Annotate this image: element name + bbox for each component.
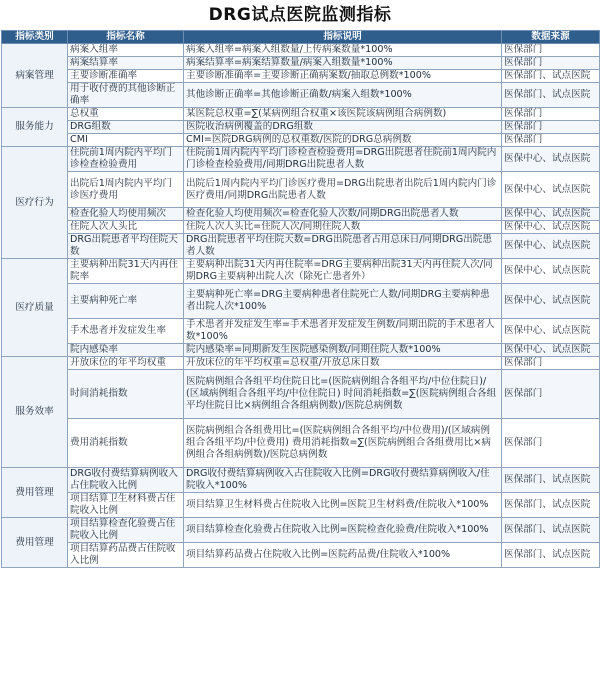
source-cell: 医保中心、试点医院 <box>502 344 600 357</box>
category-cell: 费用管理 <box>2 518 68 568</box>
header-name: 指标名称 <box>68 31 184 44</box>
table-row <box>2 57 600 70</box>
name-cell: 手术患者并发症发生率 <box>68 319 184 344</box>
category-cell: 服务能力 <box>2 108 68 147</box>
source-cell: 医保部门、试点医院 <box>502 493 600 518</box>
name-cell: 项目结算检查化验费占住院收入比例 <box>68 518 184 543</box>
description-cell: 项目结算药品费占住院收入比例=医院药品费/住院收入*100% <box>184 543 502 568</box>
table-row <box>2 419 600 468</box>
name-cell: DRG收付费结算病例收入占住院收入比例 <box>68 468 184 493</box>
table-row <box>2 221 600 234</box>
table-row <box>2 259 600 284</box>
name-cell: 病案结算率 <box>68 57 184 70</box>
source-cell: 医保部门 <box>502 121 600 134</box>
table-row <box>2 208 600 221</box>
name-cell: 主要病种出院31天内再住院率 <box>68 259 184 284</box>
source-cell: 医保中心、试点医院 <box>502 259 600 284</box>
description-cell: 出院后1周内院内平均门诊医疗费用=DRG出院患者出院后1周内院内门诊医疗费用/同期DRG出院患者人数 <box>184 172 502 208</box>
description-cell: 检查化验人均使用频次=检查化验人次数/同期DRG出院患者人数 <box>184 208 502 221</box>
table-row <box>2 493 600 518</box>
description-cell: 院内感染率=同期新发生医院感染例数/同期住院人数*100% <box>184 344 502 357</box>
indicator-table <box>1 30 600 568</box>
source-cell: 医保部门 <box>502 419 600 468</box>
table-row <box>2 44 600 57</box>
name-cell: 病案入组率 <box>68 44 184 57</box>
name-cell: DRG组数 <box>68 121 184 134</box>
name-cell: 费用消耗指数 <box>68 419 184 468</box>
table-row <box>2 70 600 83</box>
header-description: 指标说明 <box>184 31 502 44</box>
table-header-row <box>2 31 600 44</box>
name-cell: 检查化验人均使用频次 <box>68 208 184 221</box>
name-cell: 住院前1周内院内平均门诊检查检验费用 <box>68 147 184 172</box>
source-cell: 医保中心、试点医院 <box>502 172 600 208</box>
name-cell: 时间消耗指数 <box>68 370 184 419</box>
description-cell: 项目结算卫生材料费占住院收入比例=医院卫生材料费/住院收入*100% <box>184 493 502 518</box>
name-cell: 项目结算药品费占住院收入比例 <box>68 543 184 568</box>
source-cell: 医保部门 <box>502 44 600 57</box>
header-category: 指标类别 <box>2 31 68 44</box>
table-row <box>2 83 600 108</box>
category-cell: 医疗行为 <box>2 147 68 259</box>
description-cell: 主要病种出院31天内再住院率=DRG主要病种出院31天内再住院人次/同期DRG主要病种出院人次（除死亡患者外） <box>184 259 502 284</box>
source-cell: 医保部门 <box>502 370 600 419</box>
name-cell: CMI <box>68 134 184 147</box>
description-cell: 住院前1周内院内平均门诊检查检验费用=DRG出院患者住院前1周内院内门诊检查检验费用/同期DRG出院患者人数 <box>184 147 502 172</box>
table-row <box>2 147 600 172</box>
source-cell: 医保部门、试点医院 <box>502 468 600 493</box>
description-cell: 病案结算率=病案结算数量/病案入组数量*100% <box>184 57 502 70</box>
description-cell: 开放床位的年平均权重=总权重/开放总床日数 <box>184 357 502 370</box>
description-cell: DRG收付费结算病例收入占住院收入比例=DRG收付费结算病例收入/住院收入*100% <box>184 468 502 493</box>
source-cell: 医保中心、试点医院 <box>502 147 600 172</box>
description-cell: CMI=医院DRG病例的总权重数/医院的DRG总病例数 <box>184 134 502 147</box>
description-cell: 病案入组率=病案入组数量/上传病案数量*100% <box>184 44 502 57</box>
source-cell: 医保中心、试点医院 <box>502 284 600 319</box>
source-cell: 医保部门、试点医院 <box>502 518 600 543</box>
source-cell: 医保部门 <box>502 108 600 121</box>
category-cell: 医疗质量 <box>2 259 68 357</box>
table-row <box>2 357 600 370</box>
description-cell: 住院人次人头比=住院人次/同期住院人数 <box>184 221 502 234</box>
name-cell: 开放床位的年平均权重 <box>68 357 184 370</box>
description-cell: 医院病例组合各组费用比=(医院病例组合各组平均/中位费用)/(区域病例组合各组平均/中位费用) 费用消耗指数=∑(医院病例组合各组费用比×病例组合各组病例数)/医院总病例数 <box>184 419 502 468</box>
description-cell: 某医院总权重=∑(某病例组合权重×该医院该病例组合病例数) <box>184 108 502 121</box>
description-cell: DRG出院患者平均住院天数=DRG出院患者占用总床日/同期DRG出院患者人数 <box>184 234 502 259</box>
table-row <box>2 234 600 259</box>
name-cell: 主要病种死亡率 <box>68 284 184 319</box>
table-row <box>2 172 600 208</box>
name-cell: DRG出院患者平均住院天数 <box>68 234 184 259</box>
table-row <box>2 468 600 493</box>
table-body <box>2 44 600 568</box>
source-cell: 医保中心、试点医院 <box>502 319 600 344</box>
name-cell: 总权重 <box>68 108 184 121</box>
name-cell: 用于收付费的其他诊断正确率 <box>68 83 184 108</box>
table-row <box>2 370 600 419</box>
description-cell: 项目结算检查化验费占住院收入比例=医院检查化验费/住院收入*100% <box>184 518 502 543</box>
table-row <box>2 518 600 543</box>
name-cell: 出院后1周内院内平均门诊医疗费用 <box>68 172 184 208</box>
description-cell: 医院病例组合各组平均住院日比=(医院病例组合各组平均/中位住院日)/(区域病例组合各组平均/中位住院日) 时间消耗指数=∑(医院病例组合各组平均住院日比×病例组合各组病例数)/医院总病例数 <box>184 370 502 419</box>
header-source: 数据来源 <box>502 31 600 44</box>
description-cell: 医院收治病例覆盖的DRG组数 <box>184 121 502 134</box>
table-row <box>2 319 600 344</box>
table-row <box>2 284 600 319</box>
table-row <box>2 543 600 568</box>
name-cell: 主要诊断准确率 <box>68 70 184 83</box>
category-cell: 费用管理 <box>2 468 68 518</box>
source-cell: 医保中心、试点医院 <box>502 234 600 259</box>
name-cell: 住院人次人头比 <box>68 221 184 234</box>
source-cell: 医保中心、试点医院 <box>502 208 600 221</box>
page-title: DRG试点医院监测指标 <box>208 5 392 25</box>
source-cell: 医保部门 <box>502 357 600 370</box>
source-cell: 医保部门、试点医院 <box>502 70 600 83</box>
table-row <box>2 108 600 121</box>
name-cell: 院内感染率 <box>68 344 184 357</box>
category-cell: 服务效率 <box>2 357 68 468</box>
source-cell: 医保部门、试点医院 <box>502 543 600 568</box>
table-row <box>2 121 600 134</box>
description-cell: 主要诊断准确率=主要诊断正确病案数/抽取总例数*100% <box>184 70 502 83</box>
source-cell: 医保部门 <box>502 134 600 147</box>
table-row <box>2 134 600 147</box>
table-row <box>2 344 600 357</box>
source-cell: 医保部门 <box>502 57 600 70</box>
source-cell: 医保部门、试点医院 <box>502 83 600 108</box>
description-cell: 其他诊断正确率=其他诊断正确数/病案入组数*100% <box>184 83 502 108</box>
category-cell: 病案管理 <box>2 44 68 108</box>
description-cell: 手术患者并发症发生率=手术患者并发症发生例数/同期出院的手术患者人数*100% <box>184 319 502 344</box>
source-cell: 医保中心、试点医院 <box>502 221 600 234</box>
name-cell: 项目结算卫生材料费占住院收入比例 <box>68 493 184 518</box>
description-cell: 主要病种死亡率=DRG主要病种患者住院死亡人数/同期DRG主要病种患者出院人次*100% <box>184 284 502 319</box>
